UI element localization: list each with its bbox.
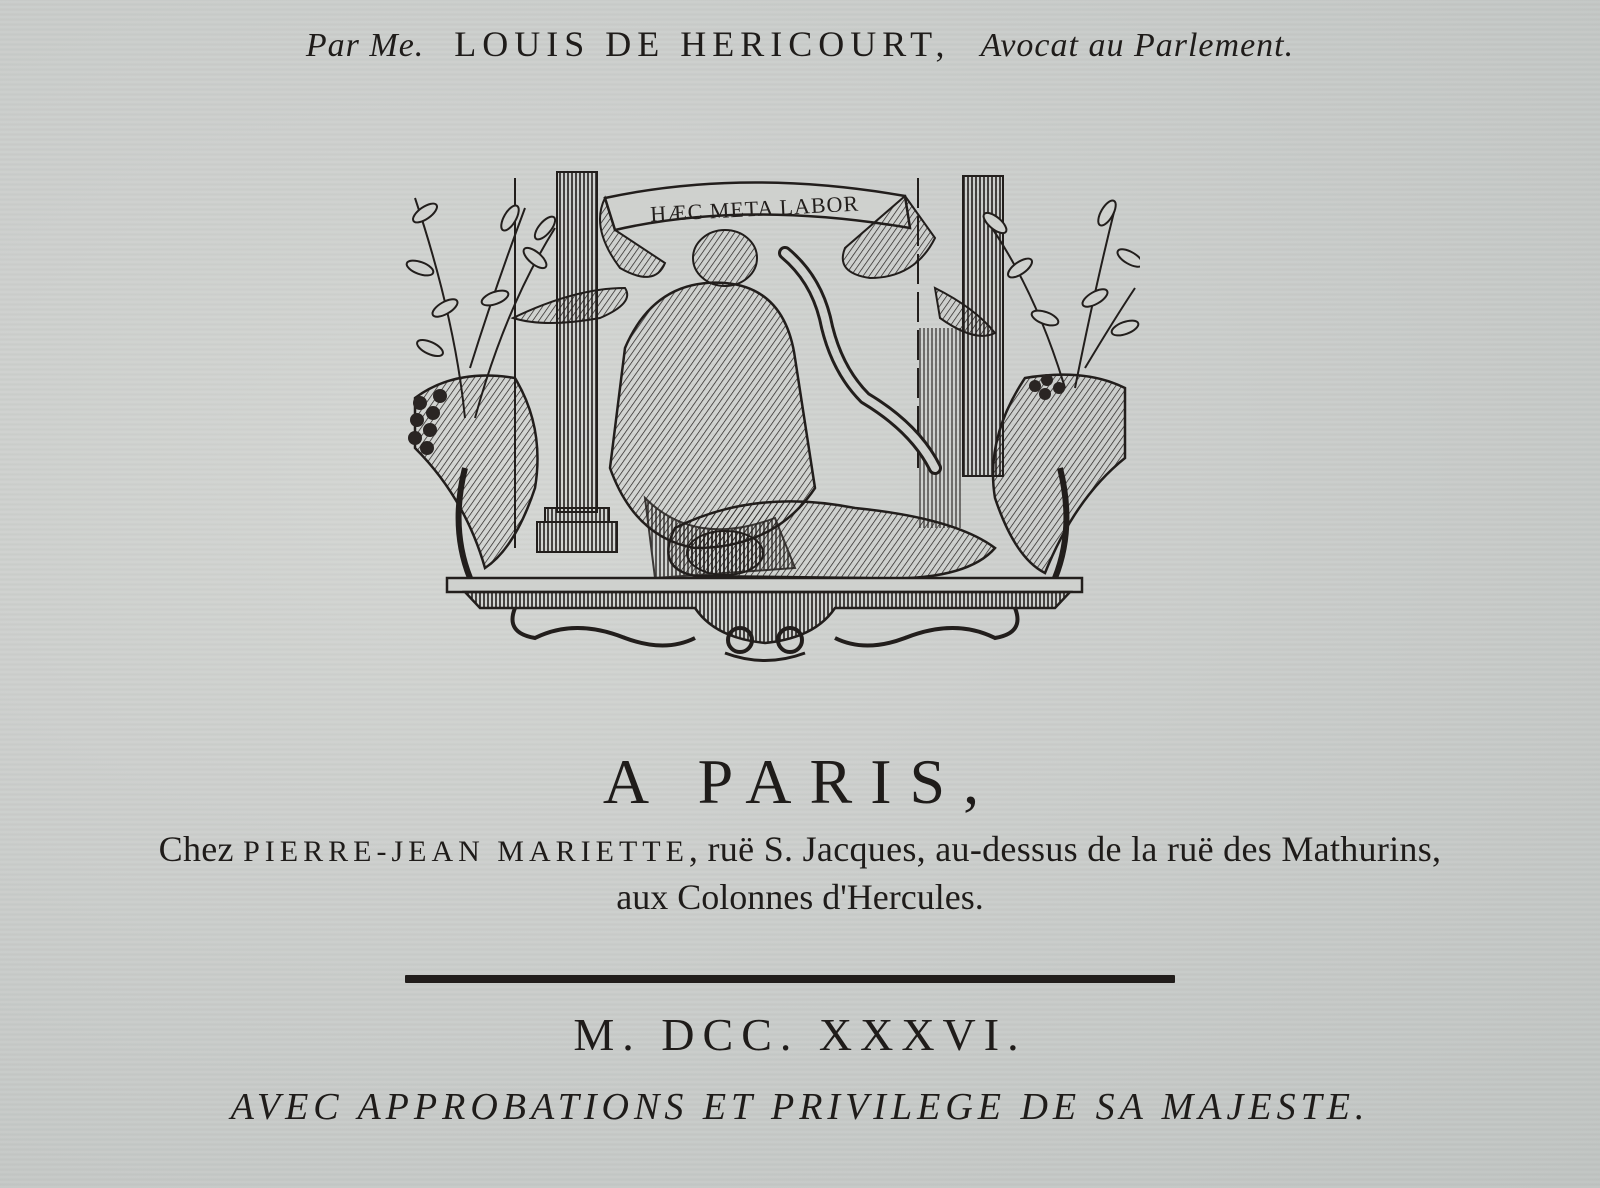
publisher-name: PIERRE-JEAN MARIETTE — [243, 835, 689, 868]
svg-text:HÆC META LABOR: HÆC META LABOR — [649, 190, 860, 227]
right-column — [918, 176, 1003, 528]
left-cornucopia — [408, 376, 538, 579]
author-line — [0, 22, 1600, 66]
author-title: Avocat au Parlement. — [980, 27, 1295, 64]
imprint-city: A PARIS, — [602, 746, 998, 817]
author-name: LOUIS DE HERICOURT, — [454, 24, 951, 64]
publisher-line-2: aux Colonnes d'Hercules. — [616, 877, 984, 917]
right-cornucopia — [993, 374, 1125, 578]
royal-privilege: AVEC APPROBATIONS ET PRIVILEGE DE SA MAJESTE. — [230, 1086, 1370, 1128]
right-laurel — [980, 198, 1140, 388]
publisher-address: , ruë S. Jacques, au-dessus de la ruë des Mathurins, — [688, 829, 1442, 869]
author-prefix: Par Me. — [305, 27, 425, 64]
woodcut-vignette-icon — [395, 168, 1140, 668]
publisher-line-1 — [0, 828, 1600, 870]
publisher-lead: Chez — [158, 829, 244, 869]
publication-date: M. DCC. XXXVI. — [573, 1009, 1027, 1060]
horizontal-rule — [405, 975, 1175, 983]
ornamental-base — [447, 578, 1082, 661]
